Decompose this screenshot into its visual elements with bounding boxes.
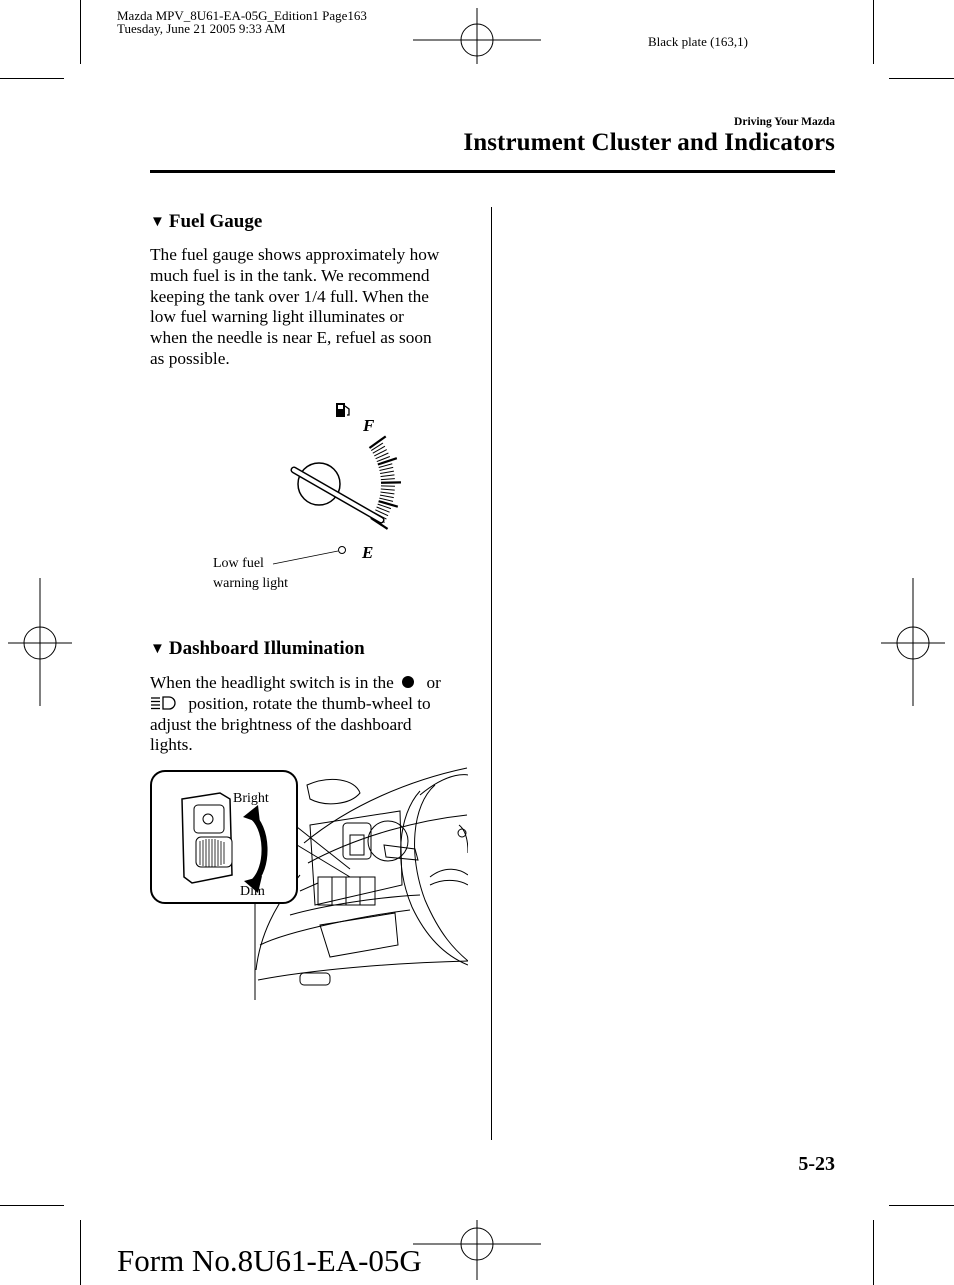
gauge-tick [380, 471, 394, 473]
gauge-tick [381, 489, 395, 490]
dashboard-illumination-paragraph [150, 673, 468, 756]
gauge-tick [378, 458, 397, 464]
paragraph-line: low fuel warning light illuminates or [150, 307, 404, 327]
inset-leader [297, 827, 350, 869]
gauge-tick [381, 475, 395, 477]
paragraph-line: keeping the tank over 1/4 full. When the [150, 286, 429, 306]
gauge-tick [380, 492, 394, 494]
page-number: 5-23 [798, 1153, 835, 1175]
triangle-marker-icon: ▼ [150, 641, 165, 657]
headlight-icon [150, 695, 178, 711]
bright-label: Bright [233, 791, 269, 806]
empty-mark-label: E [362, 543, 374, 562]
dashboard-illumination-heading [150, 638, 365, 660]
low-fuel-warning-light-icon [339, 547, 346, 554]
triangle-marker-icon: ▼ [150, 214, 165, 230]
fuel-pump-icon [336, 403, 349, 417]
paragraph-line: lights. [150, 735, 193, 755]
parking-light-icon [400, 675, 416, 689]
gauge-tick [380, 467, 394, 470]
paragraph-line: when the needle is near E, refuel as soon [150, 328, 432, 348]
print-job-line: Mazda MPV_8U61-EA-05G_Edition1 Page163 [117, 8, 367, 23]
gauge-tick [380, 495, 394, 498]
paragraph-line [150, 694, 468, 715]
gauge-tick [381, 479, 395, 480]
dimmer-switch [182, 793, 232, 883]
paragraph-line: as possible. [150, 348, 230, 368]
gauge-tick [373, 446, 385, 453]
page-title: Instrument Cluster and Indicators [463, 129, 835, 156]
callout-line: Low fuel [213, 556, 264, 571]
full-mark-label: F [363, 416, 375, 435]
dashboard-illumination-figure [150, 765, 468, 1005]
paragraph-line: The fuel gauge shows approximately how [150, 245, 440, 264]
column-divider [491, 207, 492, 1140]
paragraph-text: When the headlight switch is in the [150, 673, 394, 692]
fuel-gauge-heading [150, 211, 262, 233]
dashboard-illumination-heading-text: Dashboard Illumination [168, 638, 365, 659]
low-fuel-callout [213, 554, 288, 594]
paragraph-text: or [426, 673, 441, 692]
fuel-gauge-paragraph [150, 245, 468, 370]
fuel-gauge-heading-text: Fuel Gauge [168, 211, 263, 232]
paragraph-text: position, rotate the thumb-wheel to [188, 693, 431, 713]
section-name: Driving Your Mazda [734, 116, 835, 128]
dim-label: Dim [240, 884, 265, 899]
form-number: Form No.8U61-EA-05G [117, 1243, 422, 1278]
paragraph-line [150, 673, 468, 694]
print-date-line: Tuesday, June 21 2005 9:33 AM [117, 21, 286, 36]
paragraph-line: adjust the brightness of the dashboard [150, 714, 412, 734]
header-rule [150, 170, 835, 173]
paragraph-line: much fuel is in the tank. We recommend [150, 265, 430, 285]
plate-label: Black plate (163,1) [648, 34, 748, 49]
callout-line: warning light [213, 576, 289, 591]
